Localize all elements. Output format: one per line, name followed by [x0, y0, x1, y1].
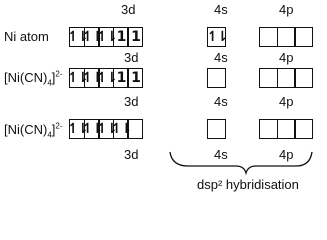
orbital-box: 1 [127, 68, 143, 88]
row-3-label: $[Ni(CN)_4]^{2-}$ [4, 121, 63, 140]
orbital-box: 1 [113, 27, 129, 47]
orbital-box: ↿⇂ [96, 70, 116, 86]
row-1-label: Ni atom [4, 29, 49, 44]
formula-prefix: [Ni(CN) [4, 122, 48, 137]
orbital-box: ↿⇂ [67, 29, 87, 45]
row-3-3d-label: 3d [124, 147, 139, 162]
row-2-label: $[Ni(CN)_4]^{2-}$ [4, 69, 63, 88]
row-3-4p-label: 4p [279, 147, 294, 162]
orbital-box: ↿⇂ [81, 121, 102, 137]
header-4s-label: 4s [214, 2, 228, 17]
row-2-4p-label: 4p [279, 94, 294, 109]
orbital-box: 1 [113, 68, 129, 88]
header-4p-label: 4p [279, 2, 294, 17]
row-1-4s-label: 4s [214, 50, 228, 65]
orbital-box: ↿⇂ [67, 70, 87, 86]
orbital-box: ↿⇂ [81, 29, 102, 45]
orbital-box: ↿⇂ [81, 70, 102, 86]
orbital-box: ↿⇂ [110, 121, 131, 137]
formula-charge: 2- [55, 121, 63, 131]
formula-charge: 2- [55, 69, 63, 79]
hybridisation-label: dsp² hybridisation [197, 177, 299, 192]
orbital-box: ↿⇂ [96, 121, 116, 137]
formula-subscript: 4 [47, 130, 52, 140]
orbital-box: ↿⇂ [96, 29, 116, 45]
formula-prefix: [Ni(CN) [4, 70, 48, 85]
row-2-3d-label: 3d [124, 94, 139, 109]
row-1-3d-label: 3d [124, 50, 139, 65]
row-1-4p-label: 4p [279, 50, 294, 65]
row-3-4s-label: 4s [214, 147, 228, 162]
orbital-box: ↿⇂ [206, 29, 227, 45]
formula-subscript: 4 [47, 78, 52, 88]
row-2-4s-label: 4s [214, 94, 228, 109]
orbital-box: ↿⇂ [67, 121, 87, 137]
orbital-box: 1 [127, 27, 143, 47]
header-3d-label: 3d [121, 2, 136, 17]
